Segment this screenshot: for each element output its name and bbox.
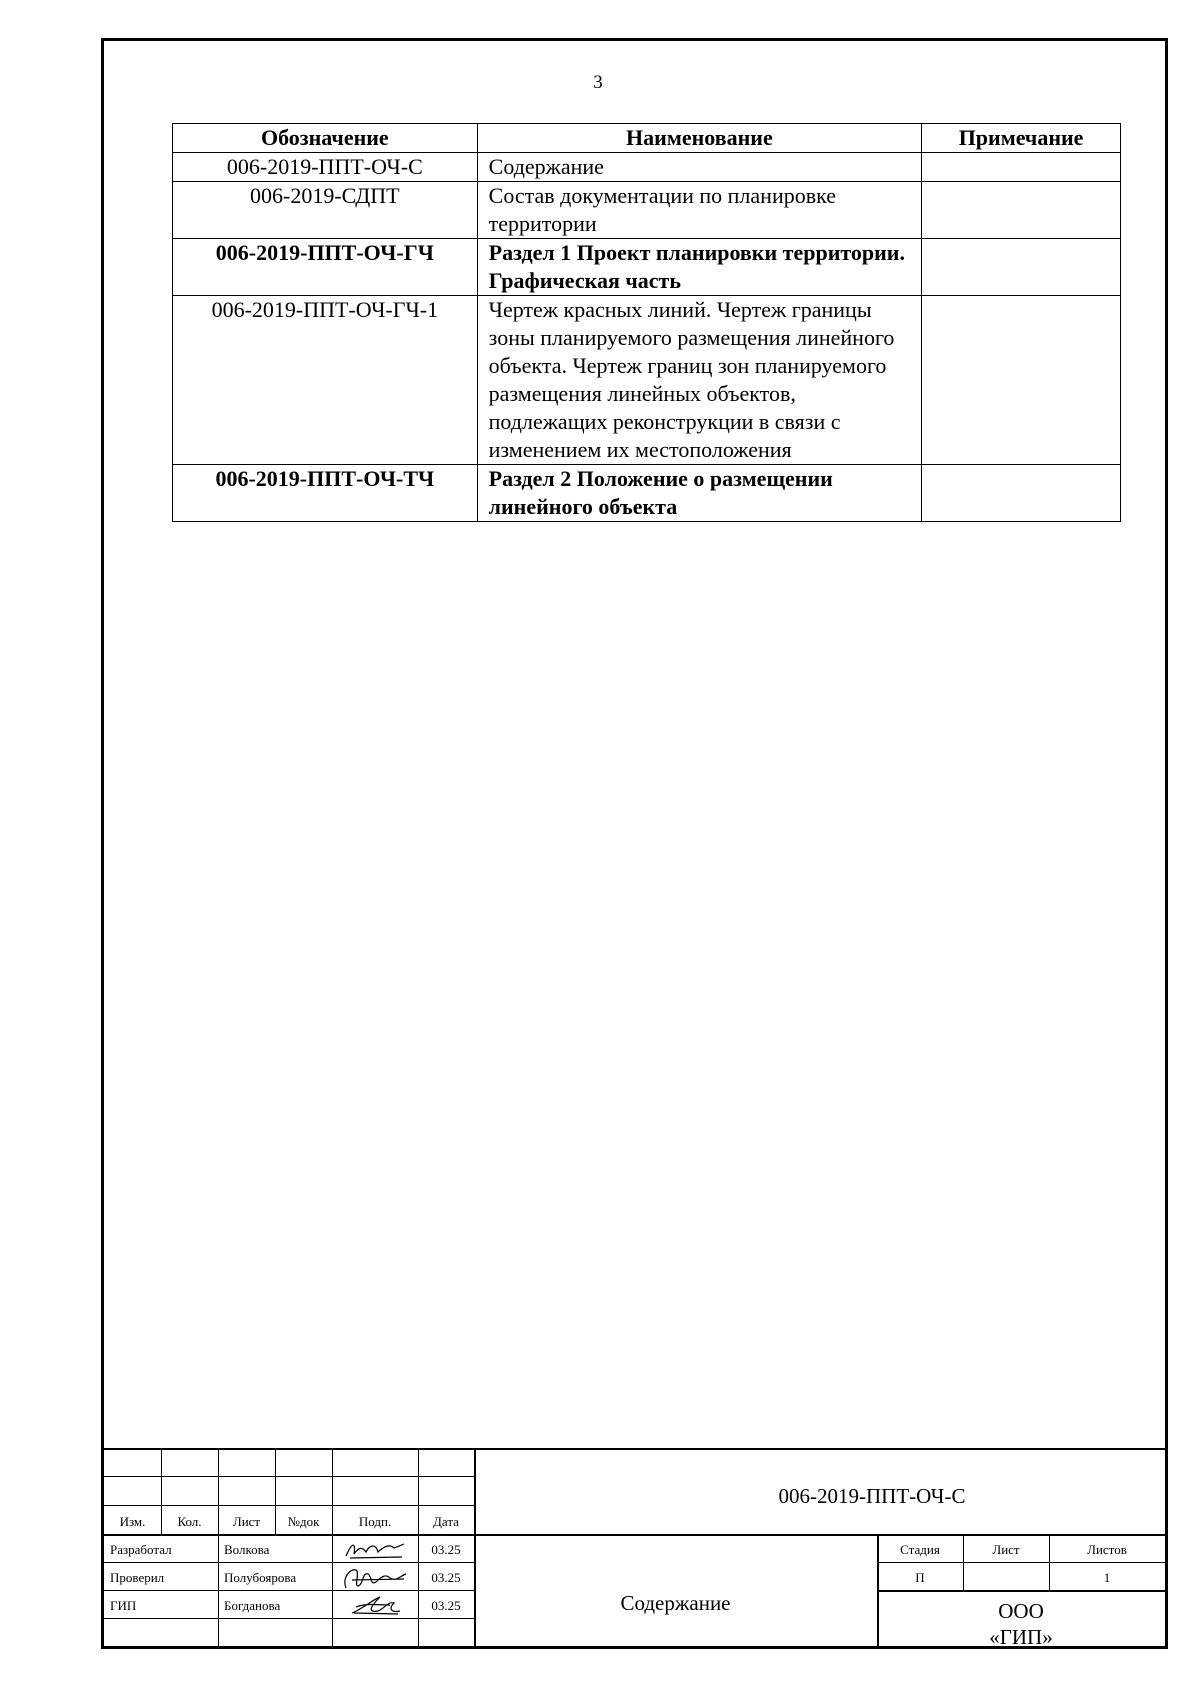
row-note — [922, 153, 1121, 182]
row-name: Раздел 1 Проект планировки территории. Графическая часть — [477, 239, 921, 296]
sheets-value: 1 — [1103, 1570, 1111, 1585]
row-note — [922, 182, 1121, 239]
row-code: 006-2019-СДПТ — [173, 182, 478, 239]
stage-value: П — [915, 1570, 925, 1585]
name-chief-engineer: Богданова — [224, 1598, 281, 1613]
page-number: 3 — [593, 72, 603, 93]
row-name: Содержание — [477, 153, 921, 182]
name-checker: Полубоярова — [224, 1570, 297, 1585]
contents-table — [172, 123, 1121, 522]
organization-line-2: «ГИП» — [989, 1625, 1053, 1649]
label-podp: Подп. — [358, 1514, 392, 1529]
document-code: 006-2019-ППТ-ОЧ-С — [778, 1484, 966, 1508]
header-note: Примечание — [922, 124, 1121, 153]
label-list: Лист — [232, 1514, 261, 1529]
table-row — [173, 239, 1121, 296]
role-checker: Проверил — [110, 1570, 165, 1585]
label-izm: Изм. — [119, 1514, 146, 1529]
organization — [877, 1598, 1165, 1650]
row-code: 006-2019-ППТ-ОЧ-ГЧ-1 — [173, 296, 478, 465]
label-data: Дата — [433, 1514, 459, 1529]
row-note — [922, 465, 1121, 522]
table-row — [173, 182, 1121, 239]
role-chief-engineer: ГИП — [110, 1598, 137, 1613]
header-designation: Обозначение — [173, 124, 478, 153]
header-name: Наименование — [477, 124, 921, 153]
sheet-label: Лист — [992, 1542, 1020, 1557]
row-code: 006-2019-ППТ-ОЧ-ТЧ — [173, 465, 478, 522]
row-name: Состав документации по планировке территории — [477, 182, 921, 239]
label-kol: Кол. — [177, 1514, 202, 1529]
role-developer: Разработал — [110, 1542, 172, 1557]
row-name: Чертеж красных линий. Чертеж границы зоны планируемого размещения линейного объекта. Чертеж границ зон планируемого размещения линейных объектов, подлежащих реконструкции в связи с изменением их местоположения — [477, 296, 921, 465]
table-row — [173, 296, 1121, 465]
label-ndok: №док — [287, 1514, 320, 1529]
document-title: Содержание — [620, 1591, 731, 1615]
signature-chief-engineer — [348, 1593, 404, 1617]
signature-developer — [342, 1538, 408, 1562]
date-chief-engineer: 03.25 — [431, 1598, 461, 1613]
date-checker: 03.25 — [431, 1570, 461, 1585]
stage-label: Стадия — [900, 1542, 940, 1557]
table-header-row — [173, 124, 1121, 153]
row-name: Раздел 2 Положение о размещении линейного объекта — [477, 465, 921, 522]
sheets-label: Листов — [1087, 1542, 1127, 1557]
row-note — [922, 296, 1121, 465]
row-code: 006-2019-ППТ-ОЧ-С — [173, 153, 478, 182]
table-row — [173, 465, 1121, 522]
date-developer: 03.25 — [431, 1542, 461, 1557]
title-block — [104, 1448, 1165, 1649]
name-developer: Волкова — [224, 1542, 270, 1557]
row-code: 006-2019-ППТ-ОЧ-ГЧ — [173, 239, 478, 296]
table-row — [173, 153, 1121, 182]
organization-line-1: ООО — [998, 1599, 1044, 1623]
row-note — [922, 239, 1121, 296]
signature-checker — [340, 1564, 410, 1592]
